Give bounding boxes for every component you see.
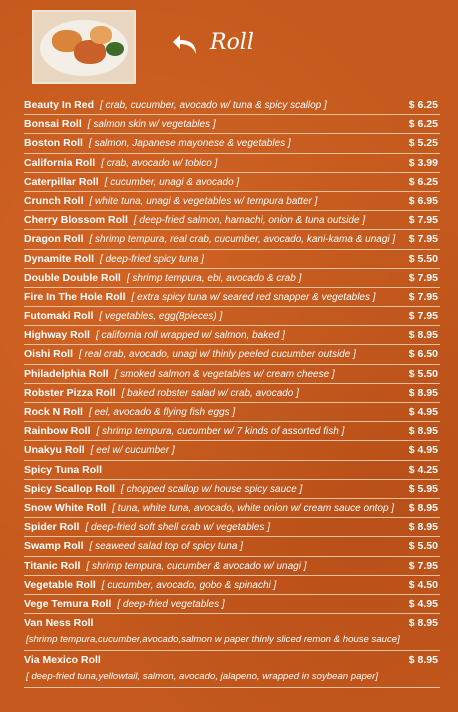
item-price: $ 7.95 [408,233,438,246]
item-description: [ white tuna, unagi & vegetables w/ tempura batter ] [89,195,318,207]
menu-item [24,480,440,499]
item-description: [ tuna, white tuna, avocado, white onion w/ cream sauce ontop ] [112,502,395,514]
item-name: Vegetable Roll [24,578,96,591]
item-name: Highway Roll [24,329,90,342]
item-name: Spicy Tuna Roll [24,463,102,476]
item-name: Cherry Blossom Roll [24,214,128,227]
menu-item [24,211,440,230]
item-name: Dynamite Roll [24,252,95,265]
item-description: [ cucumber, unagi & avocado ] [104,176,240,188]
item-price: $ 6.25 [408,99,438,111]
item-description: [ shrimp tempura, ebi, avocado & crab ] [126,272,302,284]
menu-item [24,595,440,614]
item-price: $ 5.25 [408,137,438,150]
item-description: [ deep-fried tuna,yellowtail, salmon, avocado, jalapeno, wrapped in soybean paper] [26,671,378,683]
item-description: [ shrimp tempura, cucumber w/ 7 kinds of assorted fish ] [96,426,345,438]
item-name: Rock N Roll [24,406,83,418]
menu-item [24,230,440,249]
item-price: $ 8.95 [408,386,438,399]
item-name: Snow White Roll [24,501,107,514]
item-price: $ 8.95 [408,329,438,342]
item-name: Double Double Roll [24,271,121,284]
item-price: $ 7.95 [408,290,438,303]
menu-item [24,403,440,422]
item-description: [ california roll wrapped w/ salmon, baked ] [95,330,285,342]
item-price: $ 5.50 [408,367,438,380]
item-name: Swamp Roll [24,540,84,553]
item-description: [ vegetables, egg(8pieces) ] [99,311,223,323]
item-price: $ 5.95 [408,482,438,495]
item-description: [ shrimp tempura, cucumber & avocado w/ unagi ] [86,560,307,572]
item-description: [ eel, avocado & flying fish eggs ] [88,407,236,418]
item-name: Bonsai Roll [24,118,82,131]
item-description: [ baked robster salad w/ crab, avocado ] [121,387,299,399]
menu-item [24,134,440,153]
menu-item [24,250,440,269]
item-price: $ 4.50 [408,578,438,591]
menu-item [24,537,440,556]
item-price: $ 4.95 [408,597,438,610]
item-description: [ seaweed salad top of spicy tuna ] [89,541,243,553]
menu-item [24,499,440,518]
item-description: [ deep-fried soft shell crab w/ vegetables ] [85,522,270,534]
item-name: Robster Pizza Roll [24,386,116,399]
item-description: [ extra spicy tuna w/ seared red snapper & vegetables ] [131,291,376,303]
item-price: $ 7.95 [408,310,438,323]
item-name: Vege Temura Roll [24,597,112,610]
item-description: [ salmon skin w/ vegetables ] [87,119,216,131]
item-price: $ 6.50 [408,348,438,361]
menu-item [24,614,440,651]
item-name: Titanic Roll [24,559,81,572]
menu-item [24,326,440,345]
menu-item [24,96,440,115]
item-price: $ 6.25 [408,118,438,131]
section-title: Roll [210,30,254,55]
item-name: Boston Roll [24,137,83,150]
item-price: $ 8.95 [408,617,438,630]
item-name: Unakyu Roll [24,444,85,457]
item-name: California Roll [24,156,96,169]
menu-item [24,192,440,211]
item-price: $ 5.50 [408,540,438,553]
item-price: $ 5.50 [408,252,438,265]
menu-item [24,384,440,403]
item-name: Spider Roll [24,521,80,534]
item-price: $ 4.95 [408,406,438,418]
back-arrow-icon[interactable] [172,32,200,58]
menu-item [24,576,440,595]
menu-list [24,96,440,688]
item-description: [ smoked salmon & vegetables w/ cream cheese ] [114,368,335,380]
menu-item [24,651,440,688]
item-price: $ 6.95 [408,194,438,207]
item-price: $ 4.95 [408,444,438,457]
item-price: $ 6.25 [408,175,438,188]
sushi-photo [32,10,136,84]
item-price: $ 7.95 [408,214,438,227]
item-description: [ deep-fried salmon, hamachi, onion & tuna outside ] [133,215,366,227]
menu-item [24,461,440,480]
menu-item [24,441,440,460]
item-description: [ real crab, avocado, unagi w/ thinly peeled cucumber outside ] [79,349,356,361]
item-name: Beauty In Red [24,99,95,111]
menu-item [24,518,440,537]
menu-item [24,557,440,576]
menu-item [24,173,440,192]
item-price: $ 8.95 [408,521,438,534]
item-price: $ 3.99 [408,156,438,169]
item-price: $ 4.25 [408,463,438,476]
item-name: Fire In The Hole Roll [24,290,126,303]
menu-item [24,365,440,384]
item-name: Spicy Scallop Roll [24,482,116,495]
item-price: $ 8.95 [408,425,438,438]
item-description: [shrimp tempura,cucumber,avocado,salmon w paper thinly sliced remon & house sauce] [26,634,400,646]
item-name: Rainbow Roll [24,425,91,438]
menu-item [24,154,440,173]
item-description: [ eel w/ cucumber ] [90,445,175,457]
item-description: [ shrimp tempura, real crab, cucumber, avocado, kani-kama & unagi ] [89,234,396,246]
item-name: Dragon Roll [24,233,84,246]
item-name: Oishi Roll [24,348,74,361]
item-name: Crunch Roll [24,194,84,207]
item-description: [ crab, avocado w/ tobico ] [101,157,218,169]
item-description: [ cucumber, avocado, gobo & spinachi ] [101,579,277,591]
menu-item [24,288,440,307]
item-name: Van Ness Roll [24,617,94,630]
menu-item [24,345,440,364]
item-name: Via Mexico Roll [24,654,101,667]
menu-item [24,422,440,441]
menu-item [24,269,440,288]
item-description: [ chopped scallop w/ house spicy sauce ] [121,483,303,495]
menu-header [0,0,458,95]
item-price: $ 8.95 [408,501,438,514]
item-price: $ 7.95 [408,271,438,284]
item-price: $ 8.95 [408,654,438,667]
menu-item [24,115,440,134]
item-name: Philadelphia Roll [24,367,109,380]
item-description: [ deep-fried vegetables ] [117,598,225,610]
item-description: [ salmon, Japanese mayonese & vegetables ] [88,138,291,150]
item-name: Caterpillar Roll [24,175,99,188]
item-description: [ crab, cucumber, avocado w/ tuna & spicy scallop ] [100,100,327,111]
item-description: [ deep-fried spicy tuna ] [100,253,204,265]
item-price: $ 7.95 [408,559,438,572]
menu-item [24,307,440,326]
item-name: Futomaki Roll [24,310,94,323]
